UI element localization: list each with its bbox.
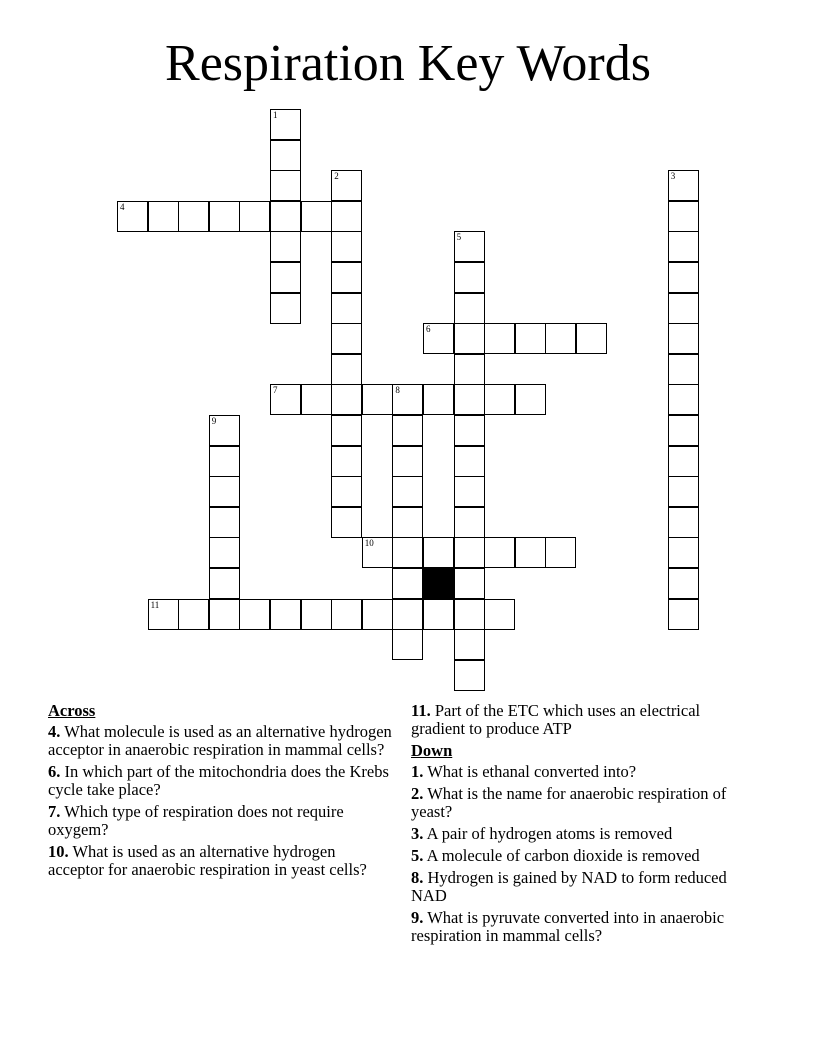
cell-number: 3 (670, 171, 676, 182)
grid-cell[interactable] (484, 323, 515, 354)
grid-cell[interactable] (454, 476, 485, 507)
grid-cell[interactable] (668, 384, 699, 415)
grid-cell[interactable] (331, 599, 362, 630)
grid-cell[interactable] (392, 568, 423, 599)
grid-cell[interactable] (239, 599, 270, 630)
cell-number: 11 (150, 599, 160, 610)
grid-cell[interactable] (668, 323, 699, 354)
cell-number: 9 (211, 416, 217, 426)
grid-cell[interactable] (148, 599, 179, 630)
grid-cell[interactable] (454, 384, 485, 415)
clue-number: 11. (411, 701, 431, 720)
clue-across-6 (48, 763, 393, 799)
grid-cell[interactable] (362, 537, 393, 568)
clue-text: Hydrogen is gained by NAD to form reduced NAD (411, 868, 727, 905)
grid-cell[interactable] (209, 415, 240, 446)
grid-cell[interactable] (515, 323, 546, 354)
cell-number: 1 (273, 110, 278, 120)
grid-cell[interactable] (545, 537, 576, 568)
grid-cell[interactable] (362, 599, 393, 630)
cell-number: 8 (395, 385, 400, 396)
grid-cell[interactable] (270, 262, 301, 293)
clue-number: 4. (48, 722, 61, 741)
grid-cell[interactable] (454, 323, 485, 354)
grid-cell[interactable] (270, 140, 301, 171)
clue-number: 6. (48, 762, 61, 781)
clue-text: In which part of the mitochondria does the Krebs cycle take place? (48, 762, 389, 799)
grid-cell[interactable] (270, 231, 301, 262)
grid-cell[interactable] (270, 293, 301, 324)
grid-cell[interactable] (270, 170, 301, 201)
clues-left-column (48, 702, 393, 883)
grid-cell[interactable] (148, 201, 179, 232)
grid-cell[interactable] (454, 231, 485, 262)
clue-text: What is the name for anaerobic respiration of yeast? (411, 784, 727, 821)
grid-cell[interactable] (239, 201, 270, 232)
grid-cell[interactable] (668, 568, 699, 599)
clue-number: 7. (48, 802, 61, 821)
grid-cell[interactable] (301, 599, 332, 630)
grid-cell[interactable] (668, 201, 699, 232)
clue-down-1 (411, 763, 756, 781)
clue-down-8 (411, 869, 756, 905)
cell-number: 7 (273, 385, 278, 396)
grid-cell[interactable] (392, 507, 423, 538)
grid-cell[interactable] (331, 323, 362, 354)
grid-cell[interactable] (331, 446, 362, 477)
clue-text: A molecule of carbon dioxide is removed (426, 846, 700, 865)
clue-number: 5. (411, 846, 424, 865)
clue-across-7 (48, 803, 393, 839)
grid-cell[interactable] (484, 599, 515, 630)
grid-cell[interactable] (331, 201, 362, 232)
grid-cell[interactable] (209, 599, 240, 630)
clue-down-2 (411, 785, 756, 821)
grid-cell[interactable] (331, 476, 362, 507)
cell-number: 6 (426, 324, 431, 335)
grid-cell[interactable] (668, 415, 699, 446)
grid-cell[interactable] (301, 201, 332, 232)
grid-cell[interactable] (454, 507, 485, 538)
grid-cell[interactable] (331, 231, 362, 262)
grid-cell[interactable] (209, 201, 240, 232)
grid-cell[interactable] (668, 599, 699, 630)
grid-cell[interactable] (209, 537, 240, 568)
grid-cell[interactable] (454, 629, 485, 660)
grid-cell[interactable] (270, 384, 301, 415)
grid-cell[interactable] (454, 446, 485, 477)
grid-cell[interactable] (392, 599, 423, 630)
grid-cell[interactable] (668, 170, 699, 201)
grid-cell[interactable] (331, 262, 362, 293)
grid-cell[interactable] (178, 201, 209, 232)
clue-number: 1. (411, 762, 424, 781)
grid-cell[interactable] (454, 568, 485, 599)
grid-cell[interactable] (423, 599, 454, 630)
clue-text: What is used as an alternative hydrogen acceptor for anaerobic respiration in yeast cells? (48, 842, 367, 879)
grid-cell[interactable] (178, 599, 209, 630)
grid-cell[interactable] (484, 537, 515, 568)
grid-cell[interactable] (515, 384, 546, 415)
grid-cell[interactable] (117, 201, 148, 232)
clue-down-5 (411, 847, 756, 865)
grid-cell[interactable] (484, 384, 515, 415)
clue-number: 8. (411, 868, 424, 887)
grid-cell[interactable] (392, 384, 423, 415)
grid-cell[interactable] (454, 537, 485, 568)
grid-cell[interactable] (392, 476, 423, 507)
grid-cell[interactable] (454, 415, 485, 446)
clue-down-3 (411, 825, 756, 843)
grid-cell[interactable] (668, 446, 699, 477)
clue-number: 10. (48, 842, 69, 861)
page-title: Respiration Key Words (165, 35, 651, 92)
grid-cell[interactable] (331, 415, 362, 446)
clue-number: 3. (411, 824, 424, 843)
cell-number: 4 (120, 201, 125, 212)
grid-cell[interactable] (331, 354, 362, 385)
grid-cell[interactable] (423, 384, 454, 415)
grid-cell[interactable] (454, 599, 485, 630)
grid-cell[interactable] (668, 262, 699, 293)
grid-cell[interactable] (392, 629, 423, 660)
clue-down-9 (411, 909, 756, 945)
grid-cell[interactable] (331, 170, 362, 201)
grid-cell[interactable] (423, 537, 454, 568)
clue-text: Part of the ETC which uses an electrical gradient to produce ATP (411, 701, 701, 738)
grid-cell[interactable] (668, 537, 699, 568)
grid-cell[interactable] (270, 201, 301, 232)
grid-cell[interactable] (362, 384, 393, 415)
grid-cell[interactable] (270, 599, 301, 630)
grid-cell[interactable] (331, 384, 362, 415)
grid-cell[interactable] (454, 293, 485, 324)
grid-cell[interactable] (454, 262, 485, 293)
clues-right-column (411, 702, 756, 949)
grid-cell[interactable] (301, 384, 332, 415)
grid-cell[interactable] (668, 293, 699, 324)
grid-cell[interactable] (270, 109, 301, 140)
grid-cell[interactable] (392, 537, 423, 568)
cell-number: 2 (334, 171, 339, 182)
grid-cell[interactable] (209, 476, 240, 507)
clue-number: 9. (411, 908, 424, 927)
grid-cell[interactable] (454, 354, 485, 385)
grid-cell[interactable] (392, 446, 423, 477)
grid-cell[interactable] (209, 568, 240, 599)
grid-cell[interactable] (331, 507, 362, 538)
clue-text: A pair of hydrogen atoms is removed (426, 824, 673, 843)
grid-cell[interactable] (331, 293, 362, 324)
grid-cell[interactable] (209, 446, 240, 477)
cell-number: 5 (456, 232, 462, 243)
grid-cell[interactable] (209, 507, 240, 538)
grid-cell[interactable] (545, 323, 576, 354)
clue-text: What molecule is used as an alternative hydrogen acceptor in anaerobic respiration in mammal cells? (48, 722, 392, 759)
grid-cell[interactable] (423, 323, 454, 354)
clue-text: What is pyruvate converted into in anaerobic respiration in mammal cells? (411, 908, 725, 945)
cell-number: 10 (364, 538, 374, 549)
grid-cell[interactable] (454, 660, 485, 691)
grid-cell[interactable] (668, 476, 699, 507)
grid-cell[interactable] (392, 415, 423, 446)
clue-number: 2. (411, 784, 424, 803)
grid-cell[interactable] (576, 323, 607, 354)
clue-across-4 (48, 723, 393, 759)
clue-text: Which type of respiration does not require oxygem? (48, 802, 344, 839)
down-heading: Down (411, 741, 453, 760)
clue-across-11 (411, 702, 756, 738)
grid-cell[interactable] (515, 537, 546, 568)
grid-cell[interactable] (668, 231, 699, 262)
grid-cell[interactable] (668, 507, 699, 538)
across-heading: Across (48, 701, 96, 720)
clue-text: What is ethanal converted into? (427, 762, 637, 781)
grid-cell[interactable] (668, 354, 699, 385)
clue-across-10 (48, 843, 393, 879)
black-cell (423, 568, 454, 599)
